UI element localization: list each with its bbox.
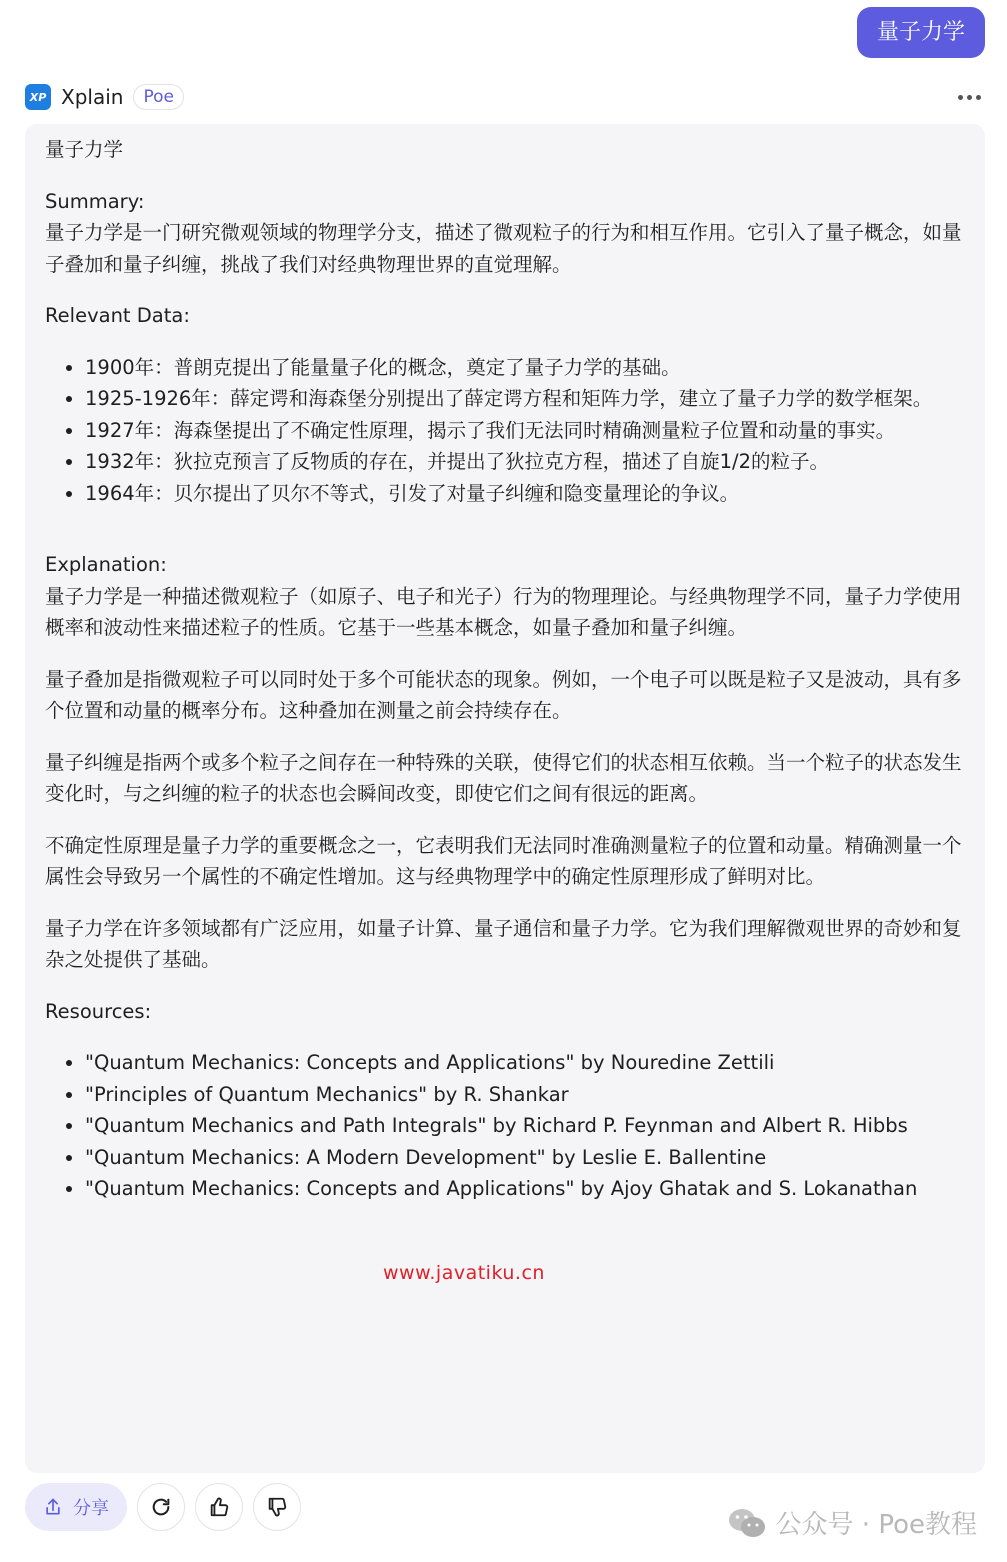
explanation-paragraph: 量子纠缠是指两个或多个粒子之间存在一种特殊的关联，使得它们的状态相互依赖。当一个粒子的状态发生变化时，与之纠缠的粒子的状态也会瞬间改变，即使它们之间有很远的距离。: [45, 750, 962, 805]
data-heading: Relevant Data:: [45, 304, 190, 327]
more-dots-icon-dot: [976, 95, 981, 100]
spacer: [45, 529, 965, 549]
wechat-icon: [728, 1507, 766, 1539]
resources-list: [45, 1047, 965, 1205]
more-options-button[interactable]: [954, 89, 985, 106]
data-item: • 1932年：狄拉克预言了反物质的存在，并提出了狄拉克方程，描述了自旋1/2的粒子。: [85, 446, 965, 478]
explanation-paragraph: 不确定性原理是量子力学的重要概念之一，它表明我们无法同时准确测量粒子的位置和动量。精确测量一个属性会导致另一个属性的不确定性增加。这与经典物理学中的确定性原理形成了鲜明对比。: [45, 833, 962, 888]
thumbs-up-icon: [208, 1496, 230, 1518]
bot-avatar[interactable]: XP: [25, 84, 51, 110]
summary-text: 量子力学是一门研究微观领域的物理学分支，描述了微观粒子的行为和相互作用。它引入了量子概念，如量子叠加和量子纠缠，挑战了我们对经典物理世界的直觉理解。: [45, 221, 962, 276]
thumbs-down-icon: [266, 1496, 288, 1518]
user-message-bubble: 量子力学: [857, 7, 985, 58]
data-item: • 1964年：贝尔提出了贝尔不等式，引发了对量子纠缠和隐变量理论的争议。: [85, 478, 965, 510]
data-item: • 1927年：海森堡提出了不确定性原理，揭示了我们无法同时精确测量粒子位置和动量的事实。: [85, 415, 965, 447]
bot-header: [25, 82, 985, 112]
resources-heading: Resources:: [45, 999, 152, 1023]
explanation-paragraph: 量子力学是一种描述微观粒子（如原子、电子和光子）行为的物理理论。与经典物理学不同，量子力学使用概率和波动性来描述粒子的性质。它基于一些基本概念，如量子叠加和量子纠缠。: [45, 584, 962, 639]
resource-item: • "Quantum Mechanics: Concepts and Applications" by Nouredine Zettili: [85, 1047, 965, 1079]
explanation-paragraph: 量子力学在许多领域都有广泛应用，如量子计算、量子通信和量子力学。它为我们理解微观世界的奇妙和复杂之处提供了基础。: [45, 916, 962, 971]
message-action-bar: [25, 1483, 301, 1531]
explanation-paragraph: 量子叠加是指微观粒子可以同时处于多个可能状态的现象。例如，一个电子可以既是粒子又是波动，具有多个位置和动量的概率分布。这种叠加在测量之前会持续存在。: [45, 667, 962, 722]
data-item: • 1925-1926年：薛定谔和海森堡分别提出了薛定谔方程和矩阵力学，建立了量子力学的数学框架。: [85, 383, 965, 415]
explanation-section: [45, 549, 965, 644]
data-list: [45, 352, 965, 510]
refresh-icon: [150, 1496, 172, 1518]
resource-item: • "Quantum Mechanics and Path Integrals" by Richard P. Feynman and Albert R. Hibbs: [85, 1110, 965, 1142]
dislike-button[interactable]: [253, 1483, 301, 1531]
wechat-account-mark: [728, 1504, 977, 1541]
resource-item: • "Quantum Mechanics: Concepts and Applications" by Ajoy Ghatak and S. Lokanathan: [85, 1173, 965, 1205]
share-button[interactable]: [25, 1483, 127, 1531]
data-item: • 1900年：普朗克提出了能量量子化的概念，奠定了量子力学的基础。: [85, 352, 965, 384]
summary-section: [45, 186, 965, 281]
more-dots-icon: [958, 95, 963, 100]
explanation-heading: Explanation:: [45, 553, 167, 576]
wechat-account-label: 公众号 · Poe教程: [775, 1510, 977, 1540]
share-icon: [43, 1497, 63, 1517]
bot-name[interactable]: Xplain: [61, 85, 124, 109]
response-title: 量子力学: [45, 138, 124, 161]
like-button[interactable]: [195, 1483, 243, 1531]
more-dots-icon-dot: [967, 95, 972, 100]
resource-item: • "Quantum Mechanics: A Modern Development" by Leslie E. Ballentine: [85, 1142, 965, 1174]
summary-heading: Summary:: [45, 189, 145, 213]
bot-platform-badge: Poe: [133, 84, 184, 110]
resource-item: • "Principles of Quantum Mechanics" by R. Shankar: [85, 1079, 965, 1111]
site-watermark: www.javatiku.cn: [383, 1262, 545, 1284]
share-label: 分享: [73, 1498, 109, 1519]
retry-button[interactable]: [137, 1483, 185, 1531]
